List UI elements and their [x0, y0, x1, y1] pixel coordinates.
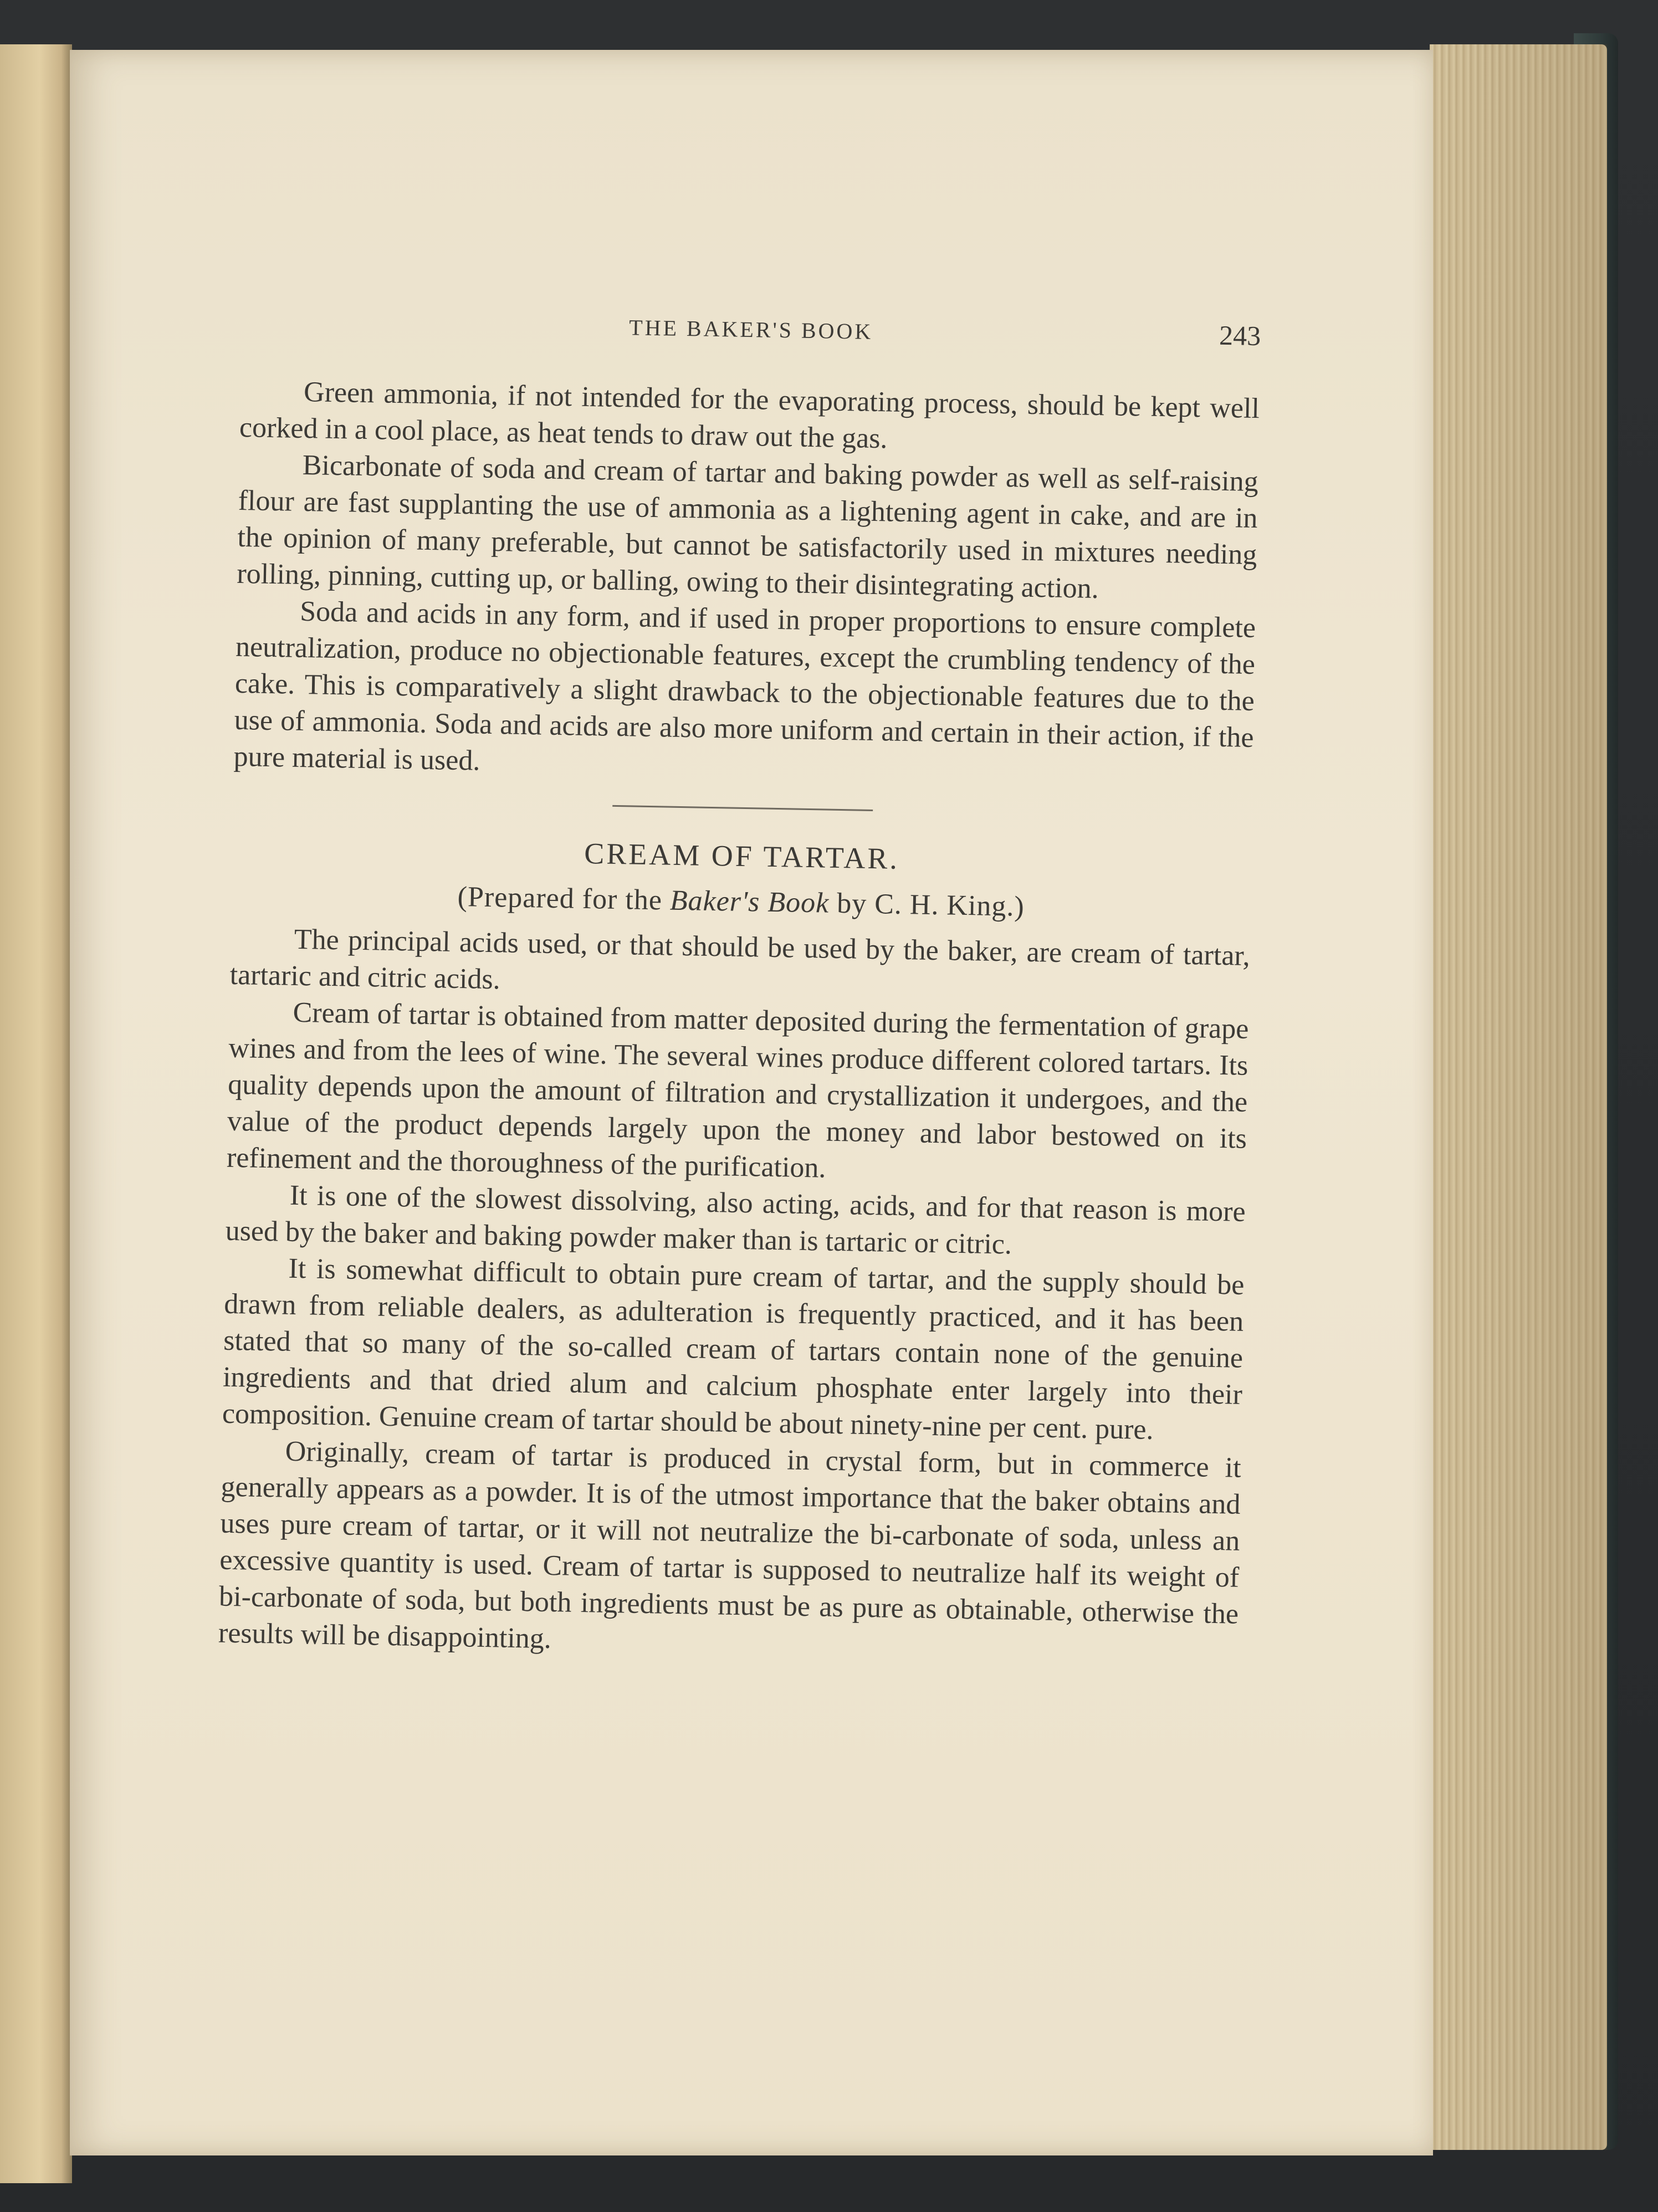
byline-suffix: by C. H. King.): [836, 887, 1025, 923]
section-divider: [612, 805, 873, 811]
byline-prefix: (Prepared for the: [457, 880, 663, 916]
book-page: [70, 50, 1433, 2155]
paragraph: Bicarbonate of soda and cream of tartar and baking powder as well as self-raising flour are fast supplanting the use of ammonia as a lightening agent in cake, and are in the opinion of many preferable, but cannot be satisfactorily used in mixtures needing rolling, pinning, cutting up, or balling, owing to their disintegrating action.: [236, 449, 1259, 605]
facing-page-edge: [0, 44, 72, 2183]
page-number: 243: [1219, 319, 1261, 352]
running-title: THE BAKER'S BOOK: [628, 315, 873, 344]
running-head: [241, 302, 1261, 364]
paragraph: Soda and acids in any form, and if used in proper proportions to ensure complete neutralization, produce no objectionable features, except the crumbling tendency of the cake. This is comparatively a slight drawback to the objectionable features due to the use of ammonia. Soda and acids are also more uniform and certain in their action, if the pure material is used.: [233, 595, 1256, 777]
text-block: [218, 302, 1261, 1670]
paragraph: Cream of tartar is obtained from matter deposited during the fermentation of grape wines and from the lees of wine. The several wines produce different colored tartars. Its quality depends upon the amount of filtration and crystallization it undergoes, and the value of the product depends largely upon the money and labor bestowed on its refinement and the thoroughness of the purification.: [226, 996, 1249, 1184]
section-byline: [231, 877, 1251, 927]
paragraph: It is somewhat difficult to obtain pure cream of tartar, and the supply should be drawn from reliable dealers, as adulteration is frequently practiced, and it has been stated that so many of the so-called cream of tartars contain none of the genuine ingredients and that dried alum and calcium phosphate enter largely into their composition. Genuine cream of tartar should be about ninety-nine per cent. pure.: [222, 1252, 1245, 1446]
paragraph: It is one of the slowest dissolving, also acting, acids, and for that reason is more used by the baker and baking powder maker than is tartaric or citric.: [225, 1179, 1246, 1261]
paragraph: Originally, cream of tartar is produced in crystal form, but in commerce it generally appears as a powder. It is of the utmost importance that the baker obtains and uses pure cream of tartar, or it will not neutralize the bi-carbonate of soda, unless an excessive quantity is used. Cream of tartar is supposed to neutralize half its weight of bi-carbonate of soda, but both ingredients must be as pure as obtainable, otherwise the results will be disappointing.: [218, 1435, 1242, 1655]
paragraph: The principal acids used, or that should be used by the baker, are cream of tartar, tartaric and citric acids.: [229, 923, 1251, 996]
paragraph: Green ammonia, if not intended for the evaporating process, should be kept well corked in a cool place, as heat tends to draw out the gas.: [239, 376, 1260, 455]
byline-book-title: Baker's Book: [669, 884, 830, 919]
page-stack-shade: [1430, 44, 1607, 2150]
section-title: CREAM OF TARTAR.: [584, 836, 900, 875]
